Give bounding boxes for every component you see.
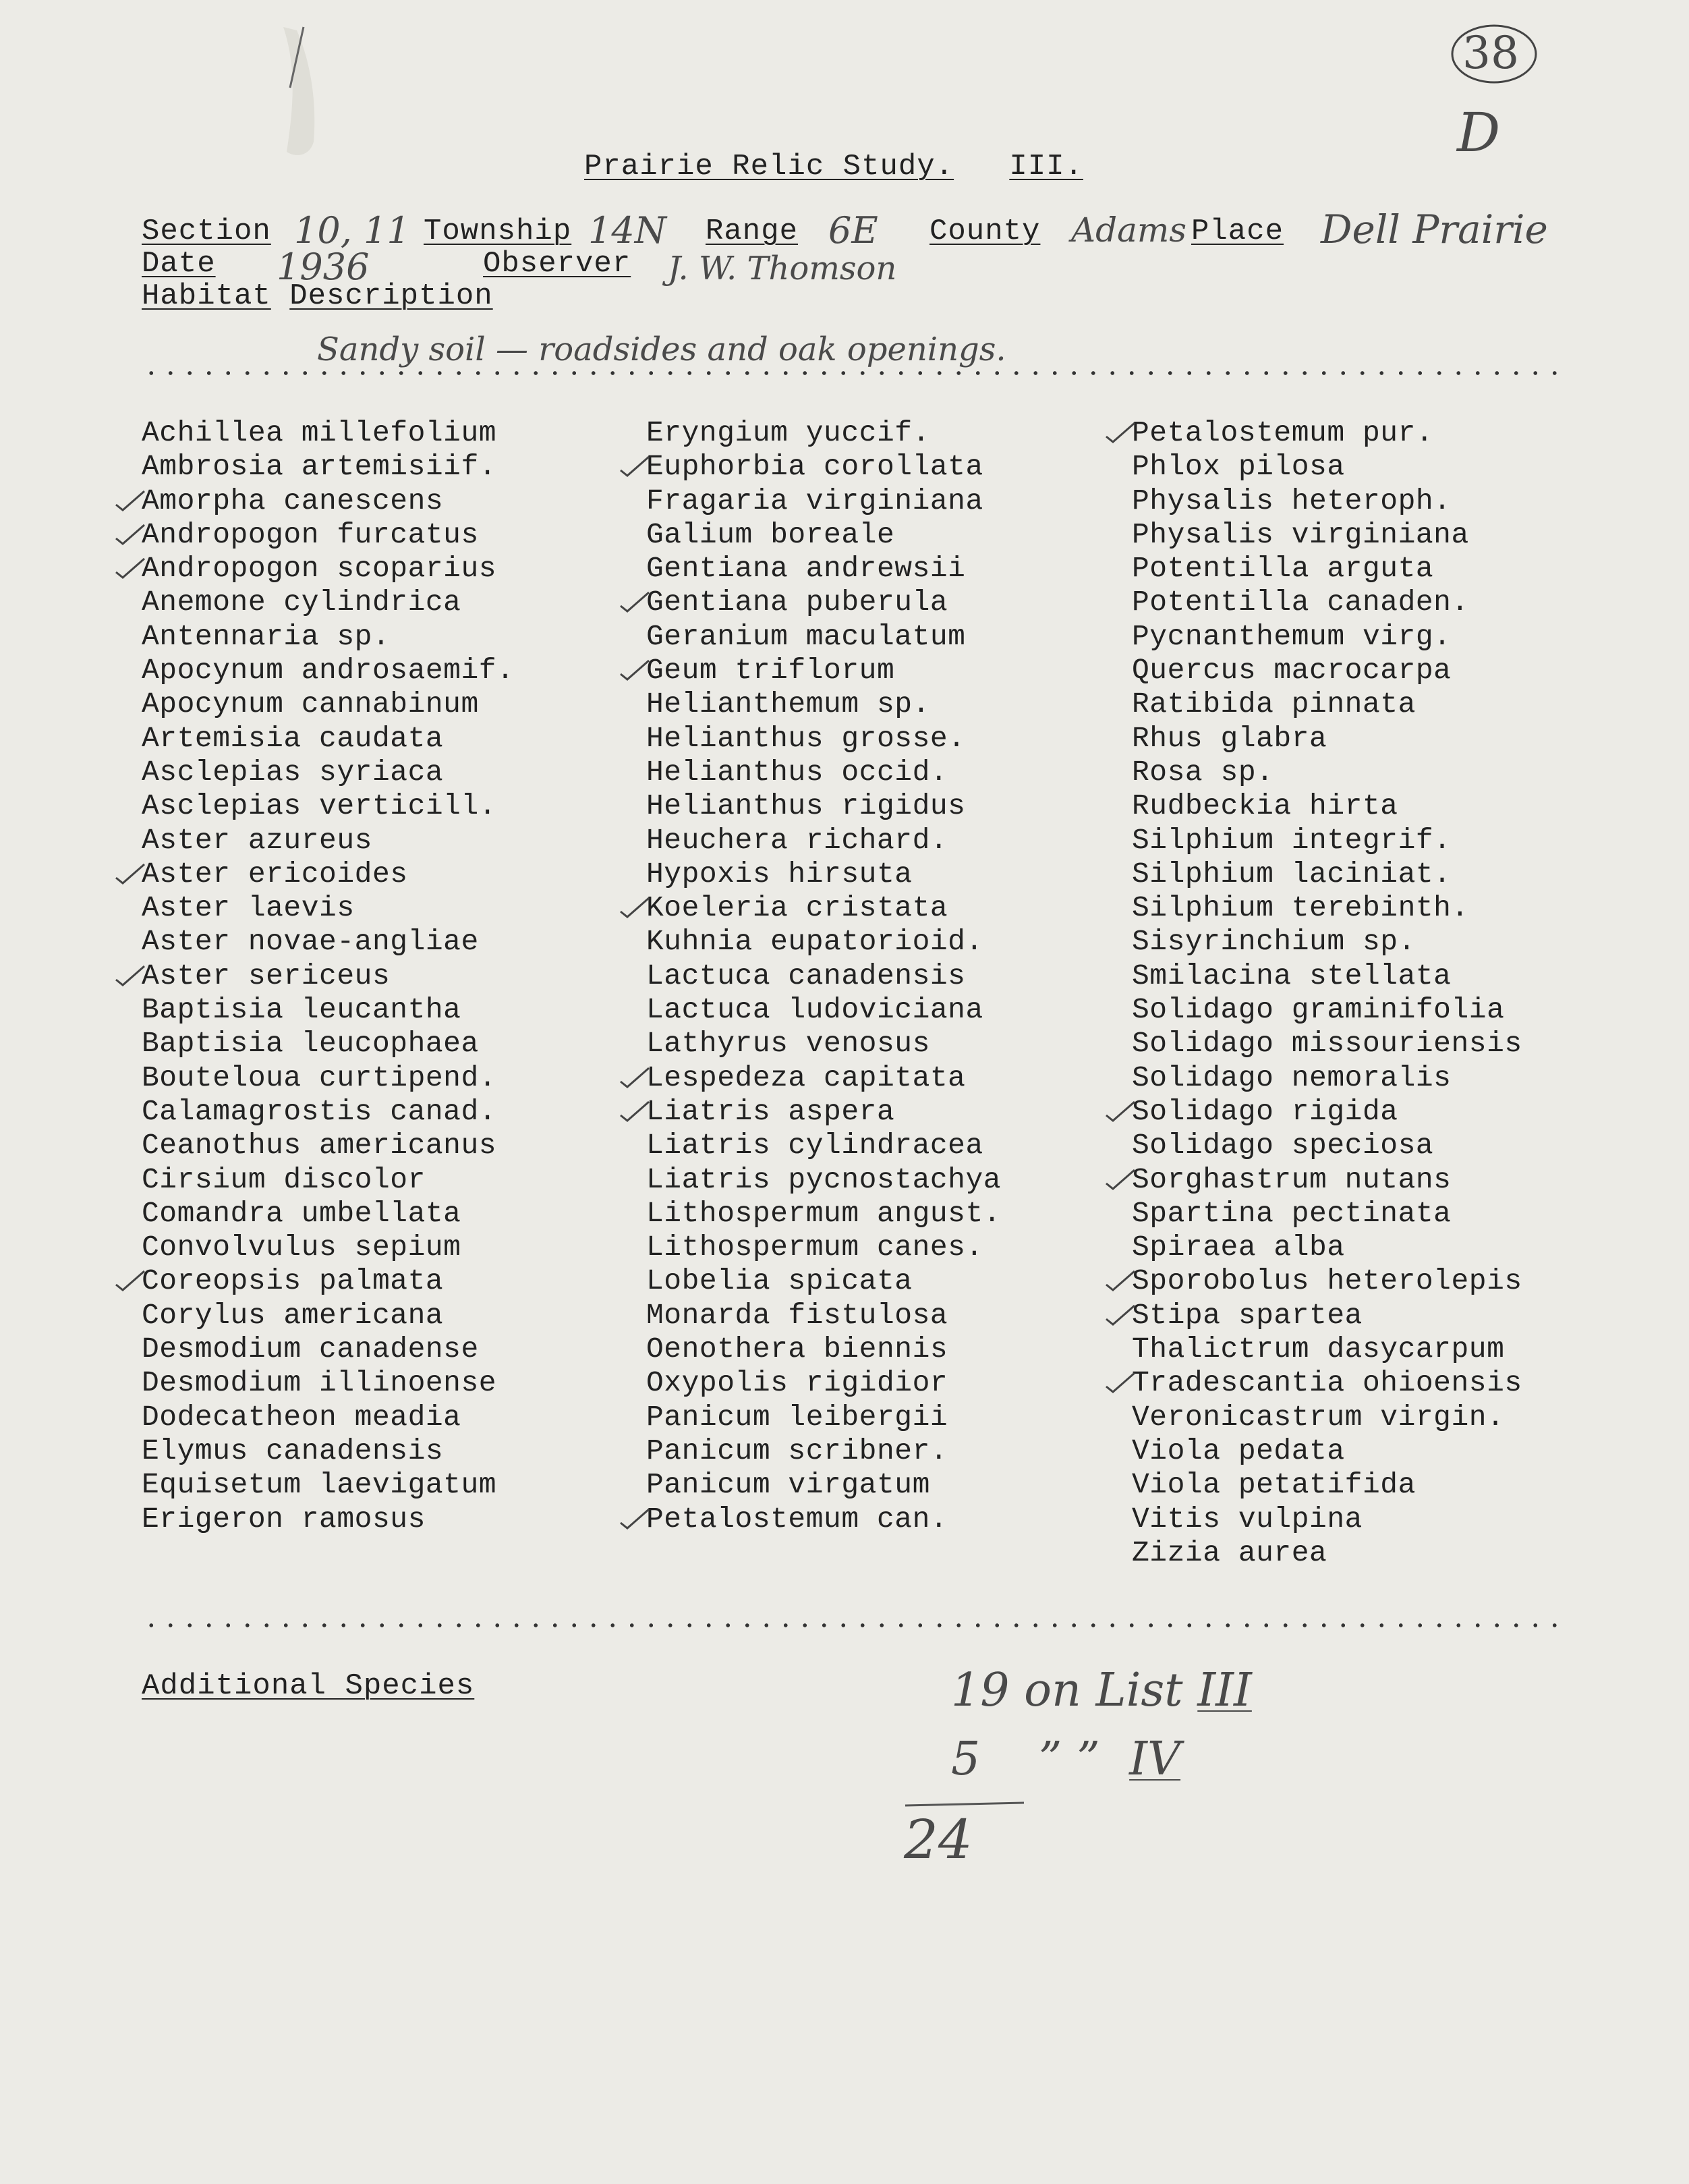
species-item — [1132, 518, 1522, 552]
species-name: Baptisia leucophaea — [142, 1027, 479, 1061]
section-value: 10, 11 — [294, 209, 410, 252]
section-label: Section — [142, 215, 271, 248]
tally-list-2: IV — [1129, 1733, 1181, 1786]
dotted-divider-bottom — [142, 1623, 1572, 1627]
species-item — [646, 722, 1001, 756]
tally-line-2 — [951, 1733, 1180, 1786]
checkmark-icon — [618, 1063, 650, 1090]
species-name: Helianthus occid. — [646, 755, 948, 789]
species-name: Gentiana puberula — [646, 586, 948, 619]
species-name: Eryngium yuccif. — [646, 416, 930, 449]
species-name: Heuchera richard. — [646, 823, 948, 857]
species-name: Viola petatifida — [1132, 1468, 1416, 1502]
date-label: Date — [142, 247, 216, 281]
species-item — [1132, 1027, 1522, 1061]
species-name: Desmodium illinoense — [142, 1366, 497, 1400]
species-item — [646, 450, 1001, 484]
species-item — [646, 620, 1001, 654]
species-item — [646, 1468, 1001, 1502]
habitat-value: Sandy soil — roadsides and oak openings. — [317, 331, 1006, 368]
species-name: Potentilla canaden. — [1132, 586, 1469, 619]
checkmark-icon — [618, 1096, 650, 1123]
species-item — [646, 824, 1001, 858]
species-name: Fragaria virginiana — [646, 484, 983, 517]
species-name: Amorpha canescens — [142, 484, 444, 517]
species-item — [646, 1129, 1001, 1163]
species-item — [646, 1503, 1001, 1536]
range-label: Range — [706, 215, 799, 248]
species-item — [1132, 1264, 1522, 1298]
checkmark-icon — [113, 486, 146, 513]
species-item — [1132, 1299, 1522, 1333]
species-item — [646, 1401, 1001, 1434]
species-item — [142, 824, 514, 858]
species-item — [1132, 654, 1522, 688]
species-name: Andropogon scoparius — [142, 552, 497, 586]
species-item — [646, 1299, 1001, 1333]
species-name: Sporobolus heterolepis — [1132, 1264, 1522, 1298]
species-name: Gentiana andrewsii — [646, 552, 966, 586]
checkmark-icon — [1104, 1300, 1136, 1327]
species-name: Panicum virgatum — [646, 1468, 930, 1502]
species-name: Geum triflorum — [646, 654, 895, 688]
title-text: Prairie Relic Study. — [584, 150, 954, 184]
species-name: Erigeron ramosus — [142, 1502, 426, 1536]
tally-count-2: 5 — [951, 1733, 981, 1786]
species-name: Coreopsis palmata — [142, 1264, 444, 1298]
species-item — [646, 586, 1001, 619]
date-value: 1936 — [277, 246, 370, 288]
species-name: Panicum leibergii — [646, 1400, 948, 1434]
species-name: Antennaria sp. — [142, 619, 391, 653]
species-name: Physalis virginiana — [1132, 517, 1469, 551]
species-name: Aster novae-angliae — [142, 925, 479, 959]
species-name: Spiraea alba — [1132, 1231, 1345, 1264]
species-name: Geranium maculatum — [646, 619, 966, 653]
species-item — [1132, 789, 1522, 823]
species-item — [1132, 1434, 1522, 1468]
species-name: Helianthemum sp. — [646, 688, 930, 721]
species-item — [142, 1197, 514, 1231]
species-name: Smilacina stellata — [1132, 959, 1452, 992]
species-name: Koeleria cristata — [646, 891, 948, 925]
species-item — [1132, 1401, 1522, 1434]
species-item — [1132, 1503, 1522, 1536]
species-item — [646, 1434, 1001, 1468]
description-label: Description — [289, 279, 493, 313]
place-value: Dell Prairie — [1321, 206, 1548, 252]
species-item — [646, 925, 1001, 959]
species-item — [1132, 925, 1522, 959]
species-item — [646, 484, 1001, 518]
species-item — [142, 1061, 514, 1095]
species-name: Oxypolis rigidior — [646, 1366, 948, 1400]
species-name: Petalostemum can. — [646, 1502, 948, 1536]
species-name: Physalis heteroph. — [1132, 484, 1452, 517]
species-name: Kuhnia eupatorioid. — [646, 925, 983, 959]
tally-total: 24 — [904, 1808, 973, 1871]
checkmark-icon — [1104, 418, 1136, 445]
species-name: Rosa sp. — [1132, 755, 1274, 789]
species-name: Phlox pilosa — [1132, 450, 1345, 484]
tally-list-1: III — [1197, 1664, 1252, 1717]
checkmark-icon — [113, 1266, 146, 1293]
checkmark-icon — [618, 587, 650, 614]
checkmark-icon — [618, 893, 650, 920]
species-name: Solidago nemoralis — [1132, 1061, 1452, 1094]
species-item — [646, 688, 1001, 721]
page-letter: D — [1457, 101, 1501, 164]
checkmark-icon — [1104, 1266, 1136, 1293]
species-name: Panicum scribner. — [646, 1434, 948, 1467]
species-item — [1132, 891, 1522, 925]
species-name: Lactuca ludoviciana — [646, 993, 983, 1027]
species-name: Sisyrinchium sp. — [1132, 925, 1416, 959]
species-item — [142, 1401, 514, 1434]
species-name: Andropogon furcatus — [142, 517, 479, 551]
checkmark-icon — [1104, 1096, 1136, 1123]
species-name: Rhus glabra — [1132, 721, 1327, 755]
species-name: Helianthus grosse. — [646, 721, 966, 755]
checkmark-icon — [113, 520, 146, 547]
sum-rule — [904, 1800, 1025, 1808]
species-name: Liatris pycnostachya — [646, 1163, 1002, 1196]
checkmark-icon — [618, 1504, 650, 1531]
species-name: Liatris cylindracea — [646, 1129, 983, 1163]
checkmark-icon — [618, 451, 650, 478]
species-item — [646, 1163, 1001, 1197]
species-item — [142, 993, 514, 1027]
species-name: Apocynum androsaemif. — [142, 654, 515, 688]
species-item — [646, 1264, 1001, 1298]
species-name: Bouteloua curtipend. — [142, 1061, 497, 1094]
tally-text-1: on List — [1024, 1664, 1183, 1717]
checkmark-icon — [113, 859, 146, 886]
habitat-label: Habitat — [142, 279, 271, 313]
tally-text-2: ” ” — [1038, 1733, 1100, 1786]
species-name: Liatris aspera — [646, 1094, 895, 1128]
species-item — [646, 1095, 1001, 1129]
species-name: Baptisia leucantha — [142, 993, 461, 1027]
species-name: Aster laevis — [142, 891, 355, 925]
species-name: Veronicastrum virgin. — [1132, 1400, 1505, 1434]
species-name: Silphium terebinth. — [1132, 891, 1469, 925]
species-item — [1132, 824, 1522, 858]
species-name: Stipa spartea — [1132, 1298, 1363, 1332]
county-value: Adams — [1071, 211, 1186, 250]
species-item — [142, 858, 514, 891]
species-item — [1132, 450, 1522, 484]
checkmark-icon — [1104, 1368, 1136, 1395]
species-name: Anemone cylindrica — [142, 586, 461, 619]
species-item — [1132, 688, 1522, 721]
species-name: Convolvulus sepium — [142, 1231, 461, 1264]
species-name: Lespedeza capitata — [646, 1061, 966, 1094]
species-name: Lithospermum angust. — [646, 1196, 1002, 1230]
species-item — [1132, 1231, 1522, 1264]
species-item — [646, 959, 1001, 993]
species-item — [142, 789, 514, 823]
species-name: Viola pedata — [1132, 1434, 1345, 1467]
species-item — [142, 1503, 514, 1536]
species-item — [142, 1264, 514, 1298]
species-item — [646, 552, 1001, 586]
species-name: Quercus macrocarpa — [1132, 654, 1452, 688]
species-item — [1132, 484, 1522, 518]
species-item — [1132, 1163, 1522, 1197]
species-item — [142, 552, 514, 586]
species-column-2 — [646, 416, 1001, 1536]
species-name: Pycnanthemum virg. — [1132, 619, 1452, 653]
dotted-divider-top — [142, 371, 1572, 375]
species-item — [646, 1061, 1001, 1095]
species-name: Asclepias verticill. — [142, 789, 497, 823]
species-name: Cirsium discolor — [142, 1163, 426, 1196]
species-item — [142, 722, 514, 756]
species-item — [1132, 756, 1522, 789]
species-name: Asclepias syriaca — [142, 755, 444, 789]
species-name: Thalictrum dasycarpum — [1132, 1333, 1505, 1366]
observer-label: Observer — [483, 247, 631, 281]
species-item — [1132, 1197, 1522, 1231]
species-name: Apocynum cannabinum — [142, 688, 479, 721]
species-name: Petalostemum pur. — [1132, 416, 1434, 449]
species-name: Lobelia spicata — [646, 1264, 913, 1298]
species-item — [646, 416, 1001, 450]
species-item — [142, 1163, 514, 1197]
species-item — [142, 1366, 514, 1400]
species-name: Ratibida pinnata — [1132, 688, 1416, 721]
species-item — [142, 518, 514, 552]
species-item — [646, 1333, 1001, 1366]
species-item — [646, 1027, 1001, 1061]
species-item — [1132, 993, 1522, 1027]
additional-label-text: Additional Species — [142, 1669, 475, 1703]
species-item — [142, 1333, 514, 1366]
species-item — [1132, 552, 1522, 586]
species-name: Rudbeckia hirta — [1132, 789, 1398, 823]
checkmark-icon — [113, 553, 146, 580]
species-name: Desmodium canadense — [142, 1333, 479, 1366]
species-item — [142, 756, 514, 789]
species-name: Lactuca canadensis — [646, 959, 966, 992]
species-item — [142, 416, 514, 450]
species-item — [142, 925, 514, 959]
species-name: Comandra umbellata — [142, 1196, 461, 1230]
species-name: Calamagrostis canad. — [142, 1094, 497, 1128]
species-item — [1132, 586, 1522, 619]
species-item — [142, 1129, 514, 1163]
species-item — [142, 1095, 514, 1129]
species-name: Monarda fistulosa — [646, 1298, 948, 1332]
township-value: 14N — [588, 209, 666, 252]
species-item — [646, 1231, 1001, 1264]
species-name: Solidago graminifolia — [1132, 993, 1505, 1027]
species-item — [1132, 1129, 1522, 1163]
page-number: 38 — [1462, 27, 1519, 79]
species-item — [1132, 416, 1522, 450]
species-name: Lathyrus venosus — [646, 1027, 930, 1061]
species-name: Galium boreale — [646, 517, 895, 551]
species-name: Oenothera biennis — [646, 1333, 948, 1366]
habitat-description-label — [142, 279, 493, 313]
species-name: Spartina pectinata — [1132, 1196, 1452, 1230]
species-name: Solidago speciosa — [1132, 1129, 1434, 1163]
species-name: Dodecatheon meadia — [142, 1400, 461, 1434]
species-name: Ceanothus americanus — [142, 1129, 497, 1163]
title-number: III. — [1009, 150, 1083, 184]
species-name: Equisetum laevigatum — [142, 1468, 497, 1502]
page-title — [584, 150, 1083, 184]
species-item — [142, 1468, 514, 1502]
species-item — [142, 450, 514, 484]
species-name: Elymus canadensis — [142, 1434, 444, 1467]
paperclip-stain — [256, 13, 337, 169]
species-name: Aster sericeus — [142, 959, 391, 992]
county-label: County — [929, 215, 1041, 248]
tally-count-1: 19 — [951, 1664, 1010, 1717]
checkmark-icon — [618, 655, 650, 682]
species-name: Silphium laciniat. — [1132, 857, 1452, 891]
species-item — [1132, 1333, 1522, 1366]
species-item — [646, 891, 1001, 925]
species-item — [1132, 1061, 1522, 1095]
species-item — [1132, 858, 1522, 891]
species-item — [142, 1434, 514, 1468]
species-item — [142, 688, 514, 721]
township-label: Township — [424, 215, 572, 248]
species-item — [646, 1366, 1001, 1400]
species-item — [1132, 1536, 1522, 1570]
species-name: Vitis vulpina — [1132, 1502, 1363, 1536]
range-value: 6E — [828, 209, 878, 252]
species-column-1 — [142, 416, 514, 1536]
species-name: Solidago missouriensis — [1132, 1027, 1522, 1061]
species-name: Sorghastrum nutans — [1132, 1163, 1452, 1196]
place-label: Place — [1191, 215, 1284, 248]
species-item — [142, 959, 514, 993]
species-item — [142, 654, 514, 688]
species-name: Hypoxis hirsuta — [646, 857, 913, 891]
species-name: Aster ericoides — [142, 857, 408, 891]
species-name: Lithospermum canes. — [646, 1231, 983, 1264]
species-item — [142, 1027, 514, 1061]
checkmark-icon — [1104, 1165, 1136, 1192]
tally-line-1 — [951, 1664, 1252, 1717]
species-item — [1132, 1366, 1522, 1400]
species-name: Silphium integrif. — [1132, 823, 1452, 857]
species-name: Euphorbia corollata — [646, 450, 983, 484]
checkmark-icon — [113, 961, 146, 988]
species-column-3 — [1132, 416, 1522, 1570]
species-item — [142, 1231, 514, 1264]
species-name: Solidago rigida — [1132, 1094, 1398, 1128]
additional-species-label — [142, 1669, 474, 1703]
species-name: Artemisia caudata — [142, 721, 444, 755]
species-item — [142, 1299, 514, 1333]
observer-value: J. W. Thomson — [668, 250, 897, 287]
species-item — [142, 484, 514, 518]
species-item — [142, 620, 514, 654]
species-item — [646, 756, 1001, 789]
species-item — [646, 1197, 1001, 1231]
species-item — [1132, 1095, 1522, 1129]
species-item — [1132, 620, 1522, 654]
species-name: Achillea millefolium — [142, 416, 497, 449]
species-name: Ambrosia artemisiif. — [142, 450, 497, 484]
species-item — [646, 654, 1001, 688]
species-item — [646, 858, 1001, 891]
species-name: Aster azureus — [142, 823, 372, 857]
species-item — [646, 993, 1001, 1027]
species-item — [646, 789, 1001, 823]
species-item — [646, 518, 1001, 552]
species-item — [1132, 1468, 1522, 1502]
species-name: Corylus americana — [142, 1298, 444, 1332]
species-name: Tradescantia ohioensis — [1132, 1366, 1522, 1400]
species-name: Zizia aurea — [1132, 1536, 1327, 1569]
species-item — [1132, 722, 1522, 756]
species-item — [142, 586, 514, 619]
species-item — [1132, 959, 1522, 993]
species-item — [142, 891, 514, 925]
species-name: Helianthus rigidus — [646, 789, 966, 823]
species-name: Potentilla arguta — [1132, 552, 1434, 586]
